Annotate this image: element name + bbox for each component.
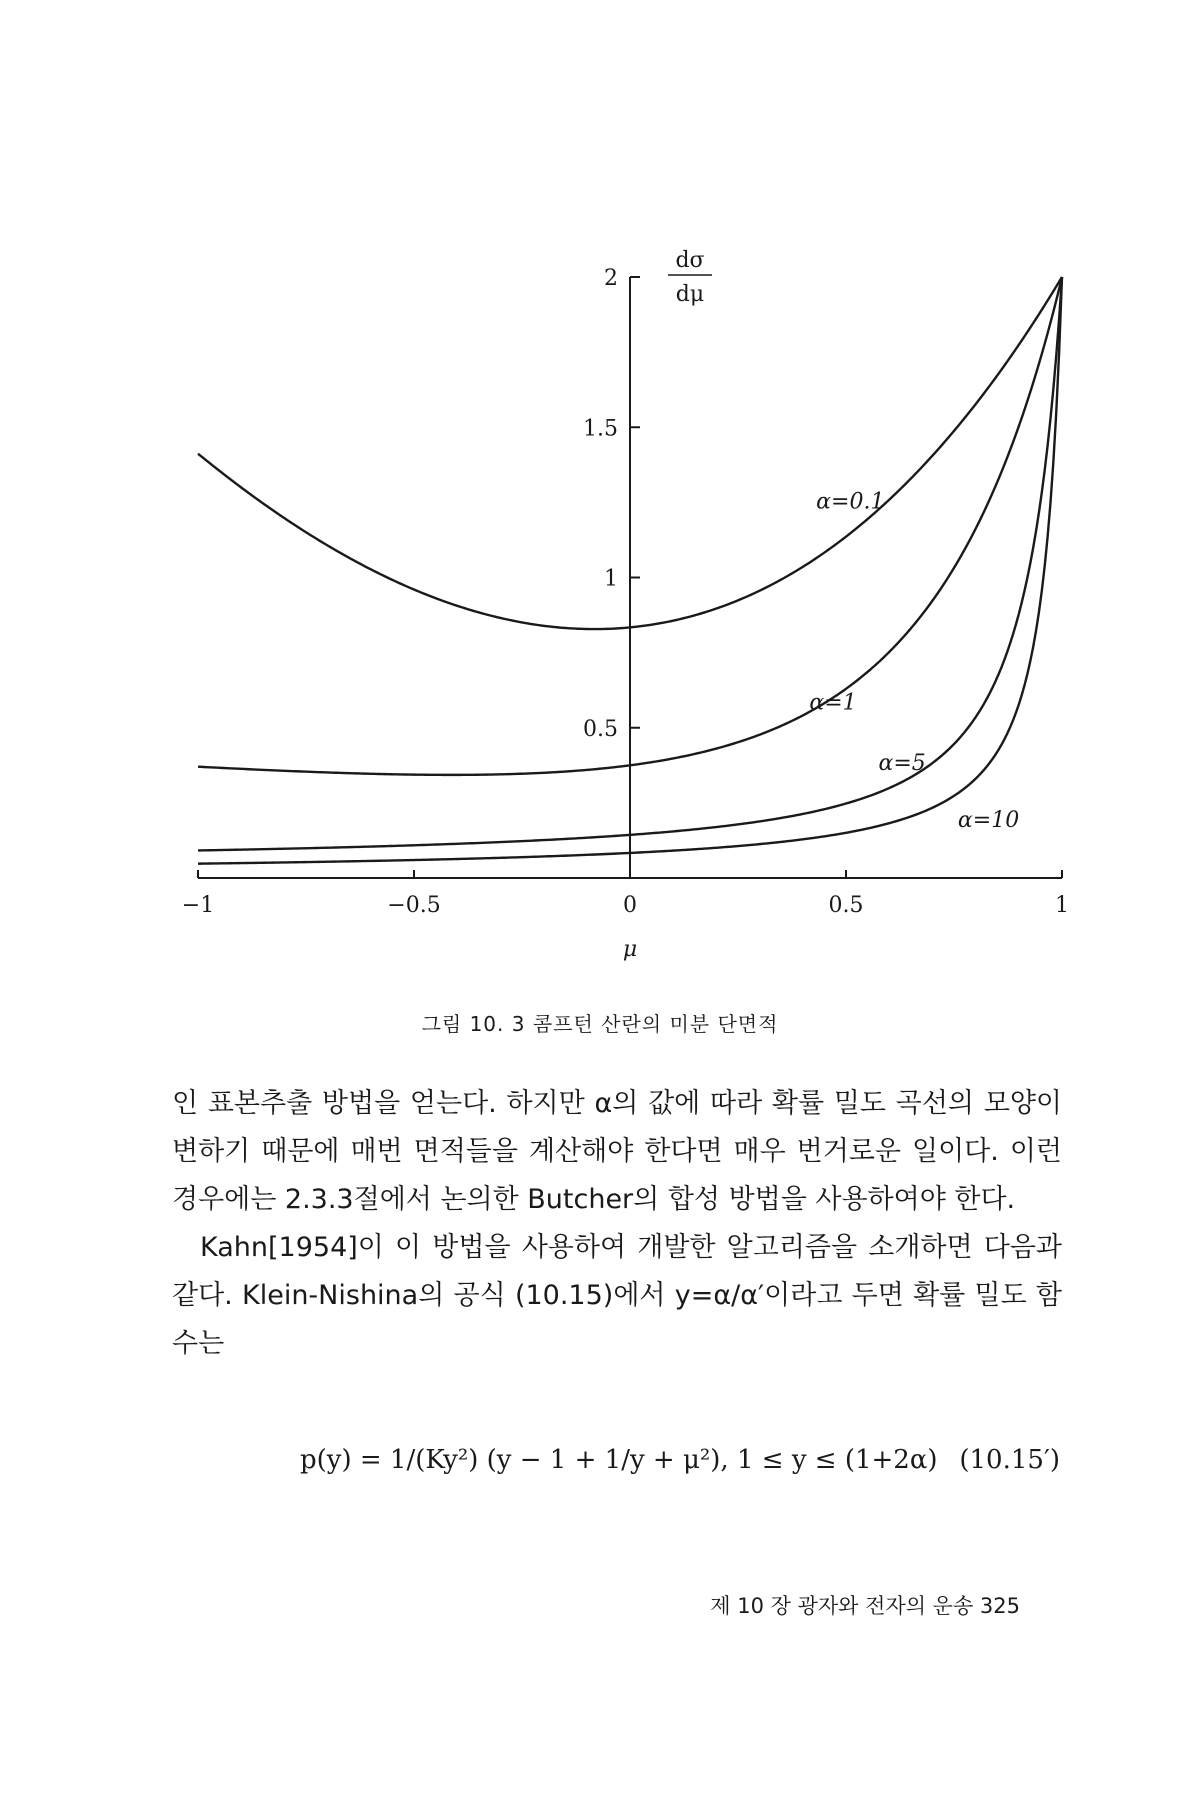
figure-caption: 그림 10. 3 콤프턴 산란의 미분 단면적 — [421, 1012, 779, 1036]
equation: p(y) = 1/(Ky²) (y − 1 + 1/y + μ²), 1 ≤ y ≤ (1+2α) — [300, 1445, 938, 1475]
x-axis-label: μ — [622, 937, 638, 962]
x-tick-label: −1 — [181, 893, 215, 918]
y-tick-label: 1 — [604, 566, 618, 592]
y-axis-label-denominator: dμ — [675, 282, 705, 307]
x-tick-label: 0 — [623, 893, 637, 918]
page-footer: 제 10 장 광자와 전자의 운송 325 — [710, 1594, 1020, 1618]
equation-number: (10.15′) — [959, 1445, 1060, 1475]
x-tick-label: −0.5 — [387, 893, 441, 918]
equation-block — [300, 1445, 1060, 1475]
x-tick-label: 1 — [1055, 893, 1069, 918]
x-tick-label: 0.5 — [828, 893, 864, 918]
y-tick-label: 2 — [604, 266, 618, 291]
chart-axes — [198, 277, 1062, 878]
body-text — [172, 1080, 1062, 1368]
chart-labels — [182, 248, 1069, 962]
series-label-1: α=1 — [809, 690, 857, 716]
y-axis-label-numerator: dσ — [675, 248, 705, 273]
paragraph-2: Kahn[1954]이 이 방법을 사용하여 개발한 알고리즘을 소개하면 다음과 같다. Klein-Nishina의 공식 (10.15)에서 y=α/α′이라고 두면 확률 밀도 함수는 — [172, 1232, 1062, 1359]
series-label-0: α=0.1 — [816, 489, 885, 515]
y-tick-label: 1.5 — [583, 416, 618, 442]
series-label-2: α=5 — [878, 750, 926, 776]
y-tick-label: 0.5 — [583, 716, 618, 742]
series-label-3: α=10 — [957, 807, 1020, 833]
paragraph-1: 인 표본추출 방법을 얻는다. 하지만 α의 값에 따라 확률 밀도 곡선의 모양이 변하기 때문에 매번 면적들을 계산해야 한다면 매우 번거로운 일이다. 이런 경우에는 2.3.3절에서 논의한 Butcher의 합성 방법을 사용하여야 한다. — [172, 1088, 1062, 1215]
